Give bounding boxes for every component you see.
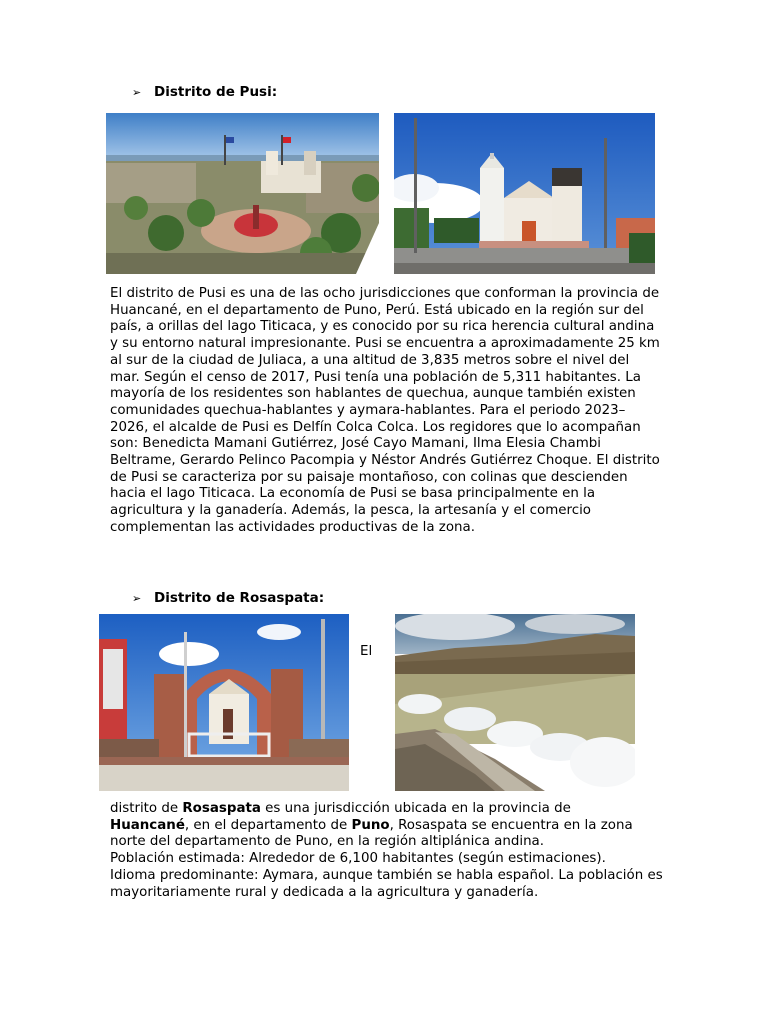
text-run: es una jurisdicción ubicada en la provincia de <box>260 801 571 816</box>
section-heading-pusi <box>132 84 277 100</box>
text-run-bold: Puno <box>351 817 390 833</box>
section-heading-rosaspata <box>132 590 324 606</box>
text-run: , Rosaspata se encuentra en la zona norte del departamento de Puno, en la región altiplánica andina. <box>110 817 633 850</box>
photo-pusi-plaza <box>106 113 379 274</box>
text-run: distrito de <box>110 801 183 816</box>
text-run: Población estimada: Alrededor de 6,100 habitantes (según estimaciones). <box>110 851 606 867</box>
bullet-arrow-icon: ➢ <box>132 591 142 605</box>
text-run: , en el departamento de <box>184 817 352 833</box>
text-run: Idioma predominante: Aymara, aunque también se habla español. La población es mayoritariamente rural y dedicada a la agricultura y ganadería. <box>110 867 663 900</box>
paragraph-pusi: El distrito de Pusi es una de las ocho jurisdicciones que conforman la provincia de Huancané, en el departamento de Puno, Perú. Está ubicado en la región sur del país, a orillas del lago Titicaca, y es conocido por su rica herencia cultural andina y su entorno natural impresionante. Pusi se encuentra a aproximadamente 25 km al sur de la ciudad de Juliaca, a una altitud de 3,835 metros sobre el nivel del mar. Según el censo de 2017, Pusi tenía una población de 5,311 habitantes. La mayoría de los residentes son hablantes de quechua, aunque también existen comunidades quechua-hablantes y aymara-hablantes. Para el periodo 2023–2026, el alcalde de Pusi es Delfín Colca Colca. Los regidores que lo acompañan son: Benedicta Mamani Gutiérrez, José Cayo Mamani, Ilma Elesia Chambi Beltrame, Gerardo Pelinco Pacompia y Néstor Andrés Gutiérrez Choque. El distrito de Pusi se caracteriza por su paisaje montañoso, con colinas que descienden hacia el lago Titicaca. La economía de Pusi se basa principalmente en la agricultura y la ganadería. Además, la pesca, la artesanía y el comercio complementan las actividades productivas de la zona. <box>110 286 660 535</box>
photo-rosaspata-salt <box>395 614 635 791</box>
photo-rosaspata-church <box>99 614 349 791</box>
heading-text: Distrito de Pusi: <box>154 84 278 100</box>
paragraph-rosaspata <box>110 801 670 901</box>
heading-text: Distrito de Rosaspata: <box>154 590 325 606</box>
text-run-bold: Rosaspata <box>182 801 261 816</box>
bullet-arrow-icon: ➢ <box>132 85 142 99</box>
photo-pusi-church <box>394 113 655 274</box>
text-run-bold: Huancané <box>110 817 185 833</box>
paragraph-fragment: El <box>360 644 373 659</box>
